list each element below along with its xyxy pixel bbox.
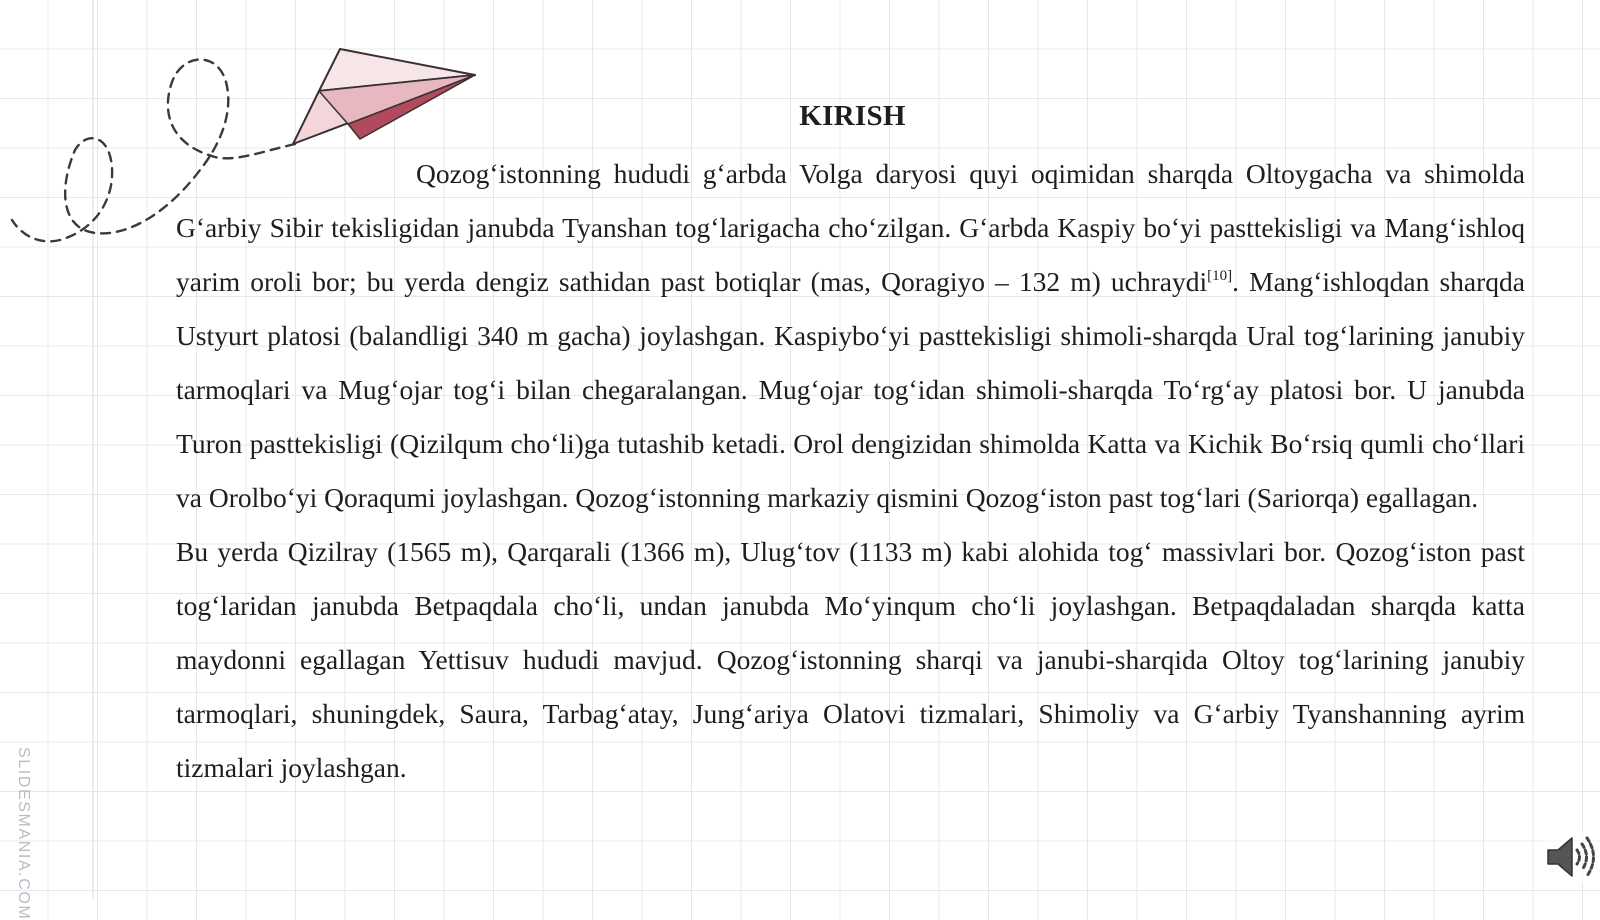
- slidesmania-watermark: SLIDESMANIA.COM: [15, 747, 32, 920]
- paragraph-1-text-start: Qozog‘istonning hududi g‘arbda Volga daryosi quyi oqimidan sharqda Oltoygacha va shimolda G‘arbiy Sibir tekisligidan janubda Tyanshan tog‘larigacha cho‘zilgan. G‘arbda Kaspiy bo‘yi pasttekisligi va Mang‘ishloq yarim oroli bor; bu yerda dengiz sathidan past botiqlar (mas, Qoragiyo – 132 m) uchraydi: [176, 158, 1525, 297]
- slide-body: [176, 147, 1525, 795]
- slide-title: KIRISH: [799, 100, 906, 132]
- citation-reference: [10]: [1207, 268, 1233, 284]
- paragraph-1-text-end: . Mang‘ishloqdan sharqda Ustyurt platosi (balandligi 340 m gacha) joylashgan. Kaspiybo‘yi pasttekisligi shimoli-sharqda Ural tog‘larining janubiy tarmoqlari va Mug‘ojar tog‘i bilan chegaralangan. Mug‘ojar tog‘idan shimoli-sharqda To‘rg‘ay platosi bor. U janubda Turon pasttekisligi (Qizilqum cho‘li)ga tutashib ketadi. Orol dengizidan shimolda Katta va Kichik Bo‘rsiq qumli cho‘llari va Orolbo‘yi Qoraqumi joylashgan. Qozog‘istonning markaziy qismini Qozog‘iston past tog‘lari (Sariorqa) egallagan.: [176, 266, 1525, 513]
- audio-speaker-button[interactable]: [1544, 830, 1598, 884]
- speaker-icon: [1544, 830, 1598, 884]
- body-paragraph-2: Bu yerda Qizilray (1565 m), Qarqarali (1366 m), Ulug‘tov (1133 m) kabi alohida tog‘ massivlari bor. Qozog‘iston past tog‘laridan janubda Betpaqdala cho‘li, undan janubda Mo‘yinqum cho‘li joylashgan. Betpaqdaladan sharqda katta maydonni egallagan Yettisuv hududi mavjud. Qozog‘istonning sharqi va janubi-sharqida Oltoy tog‘larining janubiy tarmoqlari, shuningdek, Saura, Tarbag‘atay, Jung‘ariya Olatovi tizmalari, Shimoliy va G‘arbiy Tyanshanning ayrim tizmalari joylashgan.: [176, 536, 1525, 783]
- body-paragraph-1: [176, 147, 1525, 525]
